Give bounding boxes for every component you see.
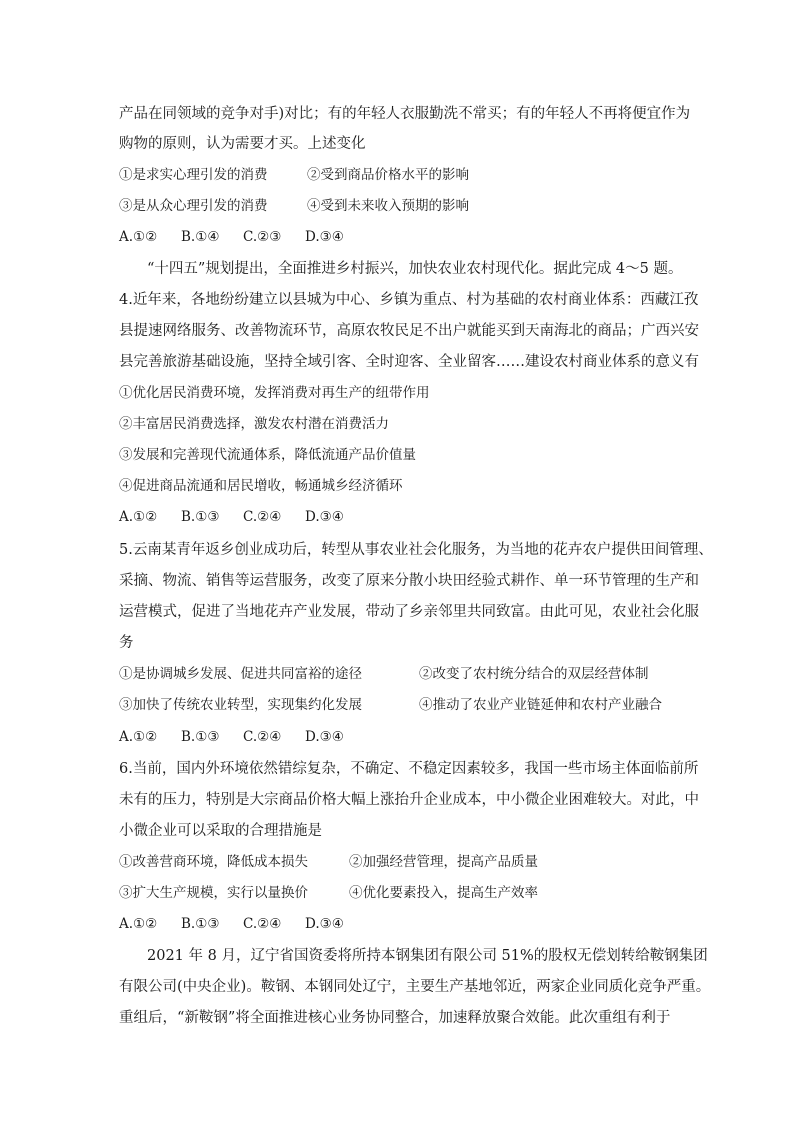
q6-text-line-3: 小微企业可以采取的合理措施是 [119, 823, 322, 839]
q7-material-line-3: 重组后，“新鞍钢”将全面推进核心业务协同整合，加速释放聚合效能。此次重组有利于 [119, 1010, 671, 1026]
q3-choice-b: B.①④ [181, 229, 220, 245]
q3-text-line-1: 产品在同领域的竞争对手)对比；有的年轻人衣服勤洗不常买；有的年轻人不再将便宜作为 [119, 106, 691, 122]
q6-choice-b: B.①③ [181, 916, 220, 932]
q3-option-4: ④受到未来收入预期的影响 [307, 198, 469, 214]
q5-choice-a: A.①② [119, 729, 158, 745]
q3-text-line-2: 购物的原则，认为需要才买。上述变化 [119, 136, 366, 152]
q4-choice-a: A.①② [119, 509, 158, 525]
q3-options-row-1 [119, 165, 679, 185]
q6-options-row-2 [119, 883, 679, 903]
q5-choice-b: B.①③ [181, 729, 220, 745]
q5-text-line-1: 5.云南某青年返乡创业成功后，转型从事农业社会化服务，为当地的花卉农户提供田间管理、 [119, 542, 713, 558]
q5-option-2: ②改变了农村统分结合的双层经营体制 [419, 666, 649, 682]
q5-options-row-1 [119, 664, 679, 684]
q4-option-1: ①优化居民消费环境，发挥消费对再生产的纽带作用 [119, 385, 430, 401]
q5-option-3: ③加快了传统农业转型，实现集约化发展 [119, 697, 362, 713]
q5-text-line-2: 采摘、物流、销售等运营服务，改变了原来分散小块田经验式耕作、单一环节管理的生产和 [119, 573, 699, 589]
q3-options-row-2 [119, 196, 679, 216]
q6-text-line-1: 6.当前，国内外环境依然错综复杂，不确定、不稳定因素较多，我国一些市场主体面临前所 [119, 761, 699, 777]
q5-choice-d: D.③④ [305, 729, 344, 745]
q6-text-line-2: 未有的压力，特别是大宗商品价格大幅上涨抬升企业成本，中小微企业困难较大。对此，中 [119, 792, 699, 808]
q6-choices [119, 914, 679, 934]
q6-options-row-1 [119, 852, 679, 872]
q4-option-4: ④促进商品流通和居民增收，畅通城乡经济循环 [119, 478, 403, 494]
q6-choice-c: C.②④ [243, 916, 282, 932]
q3-choices [119, 227, 679, 247]
q4-option-3: ③发展和完善现代流通体系，降低流通产品价值量 [119, 447, 416, 463]
q3-option-2: ②受到商品价格水平的影响 [307, 167, 469, 183]
q4-text-line-3: 县完善旅游基础设施，坚持全域引客、全时迎客、全业留客……建设农村商业体系的意义有 [119, 354, 699, 370]
q4-text-line-1: 4.近年来，各地纷纷建立以县城为中心、乡镇为重点、村为基础的农村商业体系：西藏江孜 [119, 292, 699, 308]
q5-text-line-4: 务 [119, 635, 134, 651]
q5-choice-c: C.②④ [243, 729, 282, 745]
q3-choice-a: A.①② [119, 229, 158, 245]
q4-option-2: ②丰富居民消费选择，激发农村潜在消费活力 [119, 416, 389, 432]
q6-choice-d: D.③④ [305, 916, 344, 932]
q7-material-line-1: 2021 年 8 月，辽宁省国资委将所持本钢集团有限公司 51%的股权无偿划转给鞍钢集团 [147, 948, 708, 964]
q3-option-3: ③是从众心理引发的消费 [119, 198, 268, 214]
q6-option-2: ②加强经营管理，提高产品质量 [349, 854, 538, 870]
q4-choices [119, 507, 679, 527]
q6-choice-a: A.①② [119, 916, 158, 932]
q3-choice-d: D.③④ [305, 229, 344, 245]
intro-q4-5: “十四五”规划提出，全面推进乡村振兴，加快农业农村现代化。据此完成 4～5 题。 [147, 261, 683, 277]
q3-choice-c: C.②③ [243, 229, 282, 245]
q4-choice-d: D.③④ [305, 509, 344, 525]
q5-text-line-3: 运营模式，促进了当地花卉产业发展，带动了乡亲邻里共同致富。由此可见，农业社会化服 [119, 604, 699, 620]
q6-option-1: ①改善营商环境，降低成本损失 [119, 854, 308, 870]
q7-material-line-2: 有限公司(中央企业)。鞍钢、本钢同处辽宁，主要生产基地邻近，两家企业同质化竞争严重。 [119, 979, 711, 995]
q3-option-1: ①是求实心理引发的消费 [119, 167, 268, 183]
q5-option-1: ①是协调城乡发展、促进共同富裕的途径 [119, 666, 362, 682]
q6-option-4: ④优化要素投入，提高生产效率 [349, 885, 538, 901]
q4-choice-b: B.①③ [181, 509, 220, 525]
q4-choice-c: C.②④ [243, 509, 282, 525]
q4-text-line-2: 县提速网络服务、改善物流环节，高原农牧民足不出户就能买到天南海北的商品；广西兴安 [119, 323, 699, 339]
q5-option-4: ④推动了农业产业链延伸和农村产业融合 [419, 697, 662, 713]
q5-options-row-2 [119, 695, 679, 715]
q6-option-3: ③扩大生产规模，实行以量换价 [119, 885, 308, 901]
q5-choices [119, 727, 679, 747]
